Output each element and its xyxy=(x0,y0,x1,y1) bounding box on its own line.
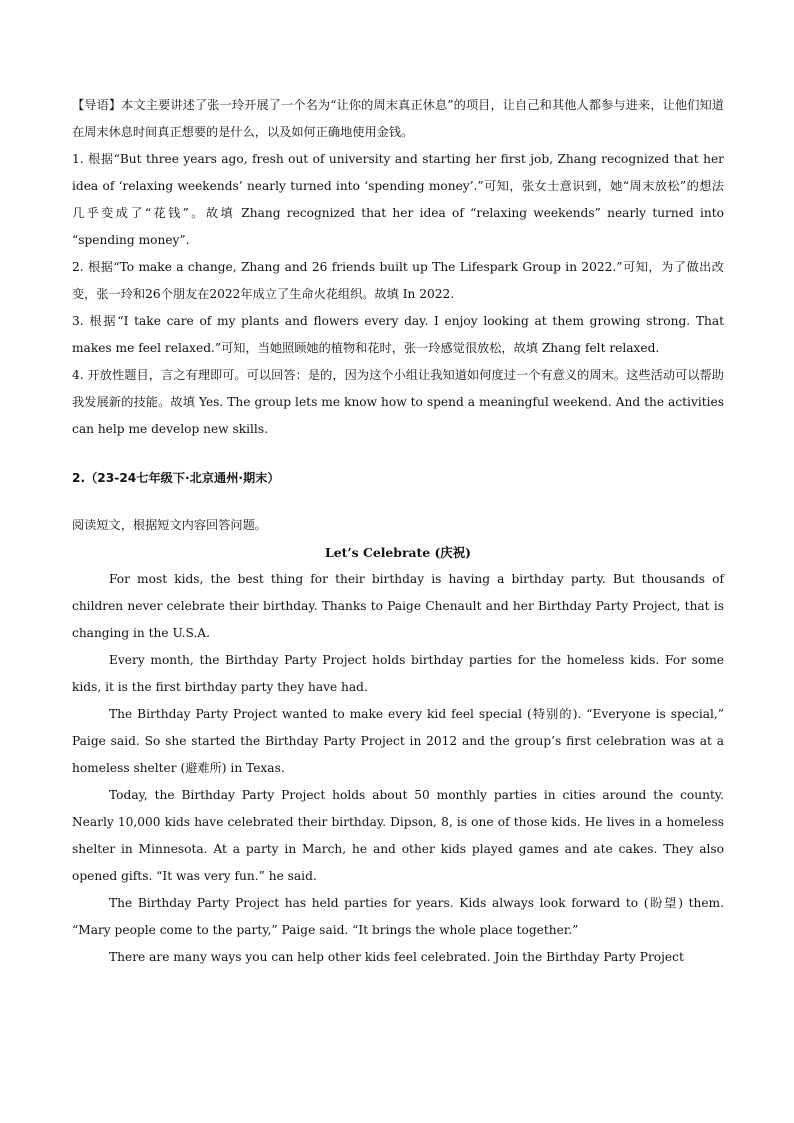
passage-paragraph: Today, the Birthday Party Project holds about 50 monthly parties in cities around the county. Nearly 10,000 kids have celebrated their birthday. Dipson, 8, is one of those kids. He lives in a homeless shelter in Minnesota. At a party in March, he and other kids played games and ate cakes. They also opened gifts. “It was very fun.” he said. xyxy=(72,788,724,883)
passage-title: Let’s Celebrate (庆祝) xyxy=(325,545,471,560)
document-page xyxy=(72,92,724,971)
passage-paragraph: Every month, the Birthday Party Project holds birthday parties for the homeless kids. For some kids, it is the first birthday party they have had. xyxy=(72,653,724,694)
passage-paragraph: The Birthday Party Project has held parties for years. Kids always look forward to (盼望) them. “Mary people come to the party,” Paige said. “It brings the whole place together.” xyxy=(72,896,724,937)
question-instruction: 阅读短文，根据短文内容回答问题。 xyxy=(72,518,267,532)
question-heading: 2.（23-24七年级下·北京通州·期末） xyxy=(72,471,280,485)
passage-paragraph: For most kids, the best thing for their birthday is having a birthday party. But thousands of children never celebrate their birthday. Thanks to Paige Chenault and her Birthday Party Project, that is changing in the U.S.A. xyxy=(72,572,724,640)
analysis-intro: 【导语】本文主要讲述了张一玲开展了一个名为“让你的周末真正休息”的项目，让自己和其他人都参与进来，让他们知道在周末休息时间真正想要的是什么，以及如何正确地使用金钱。 xyxy=(72,98,724,139)
answer-3: 3. 根据“I take care of my plants and flowers every day. I enjoy looking at them growing strong. That makes me feel relaxed.”可知，当她照顾她的植物和花时，张一玲感觉很放松，故填 Zhang felt relaxed. xyxy=(72,314,724,355)
passage-paragraph: There are many ways you can help other kids feel celebrated. Join the Birthday Party Project xyxy=(109,950,684,964)
passage-paragraph: The Birthday Party Project wanted to make every kid feel special (特别的). “Everyone is special,” Paige said. So she started the Birthday Party Project in 2012 and the group’s first celebration was at a homeless shelter (避难所) in Texas. xyxy=(72,707,724,775)
answer-1: 1. 根据“But three years ago, fresh out of university and starting her first job, Zhang recognized that her idea of ‘relaxing weekends’ nearly turned into ‘spending money’.”可知，张女士意识到，她“周末放松”的想法几乎变成了“花钱”。故填 Zhang recognized that her idea of “relaxing weekends” nearly turned into “spending money”. xyxy=(72,152,724,247)
answer-2: 2. 根据“To make a change, Zhang and 26 friends built up The Lifespark Group in 2022.”可知，为了做出改变，张一玲和26个朋友在2022年成立了生命火花组织。故填 In 2022. xyxy=(72,260,724,301)
answer-4: 4. 开放性题目，言之有理即可。可以回答：是的，因为这个小组让我知道如何度过一个有意义的周末。这些活动可以帮助我发展新的技能。故填 Yes. The group lets me know how to spend a meaningful weekend. And the activities can help me develop new skills. xyxy=(72,368,724,436)
